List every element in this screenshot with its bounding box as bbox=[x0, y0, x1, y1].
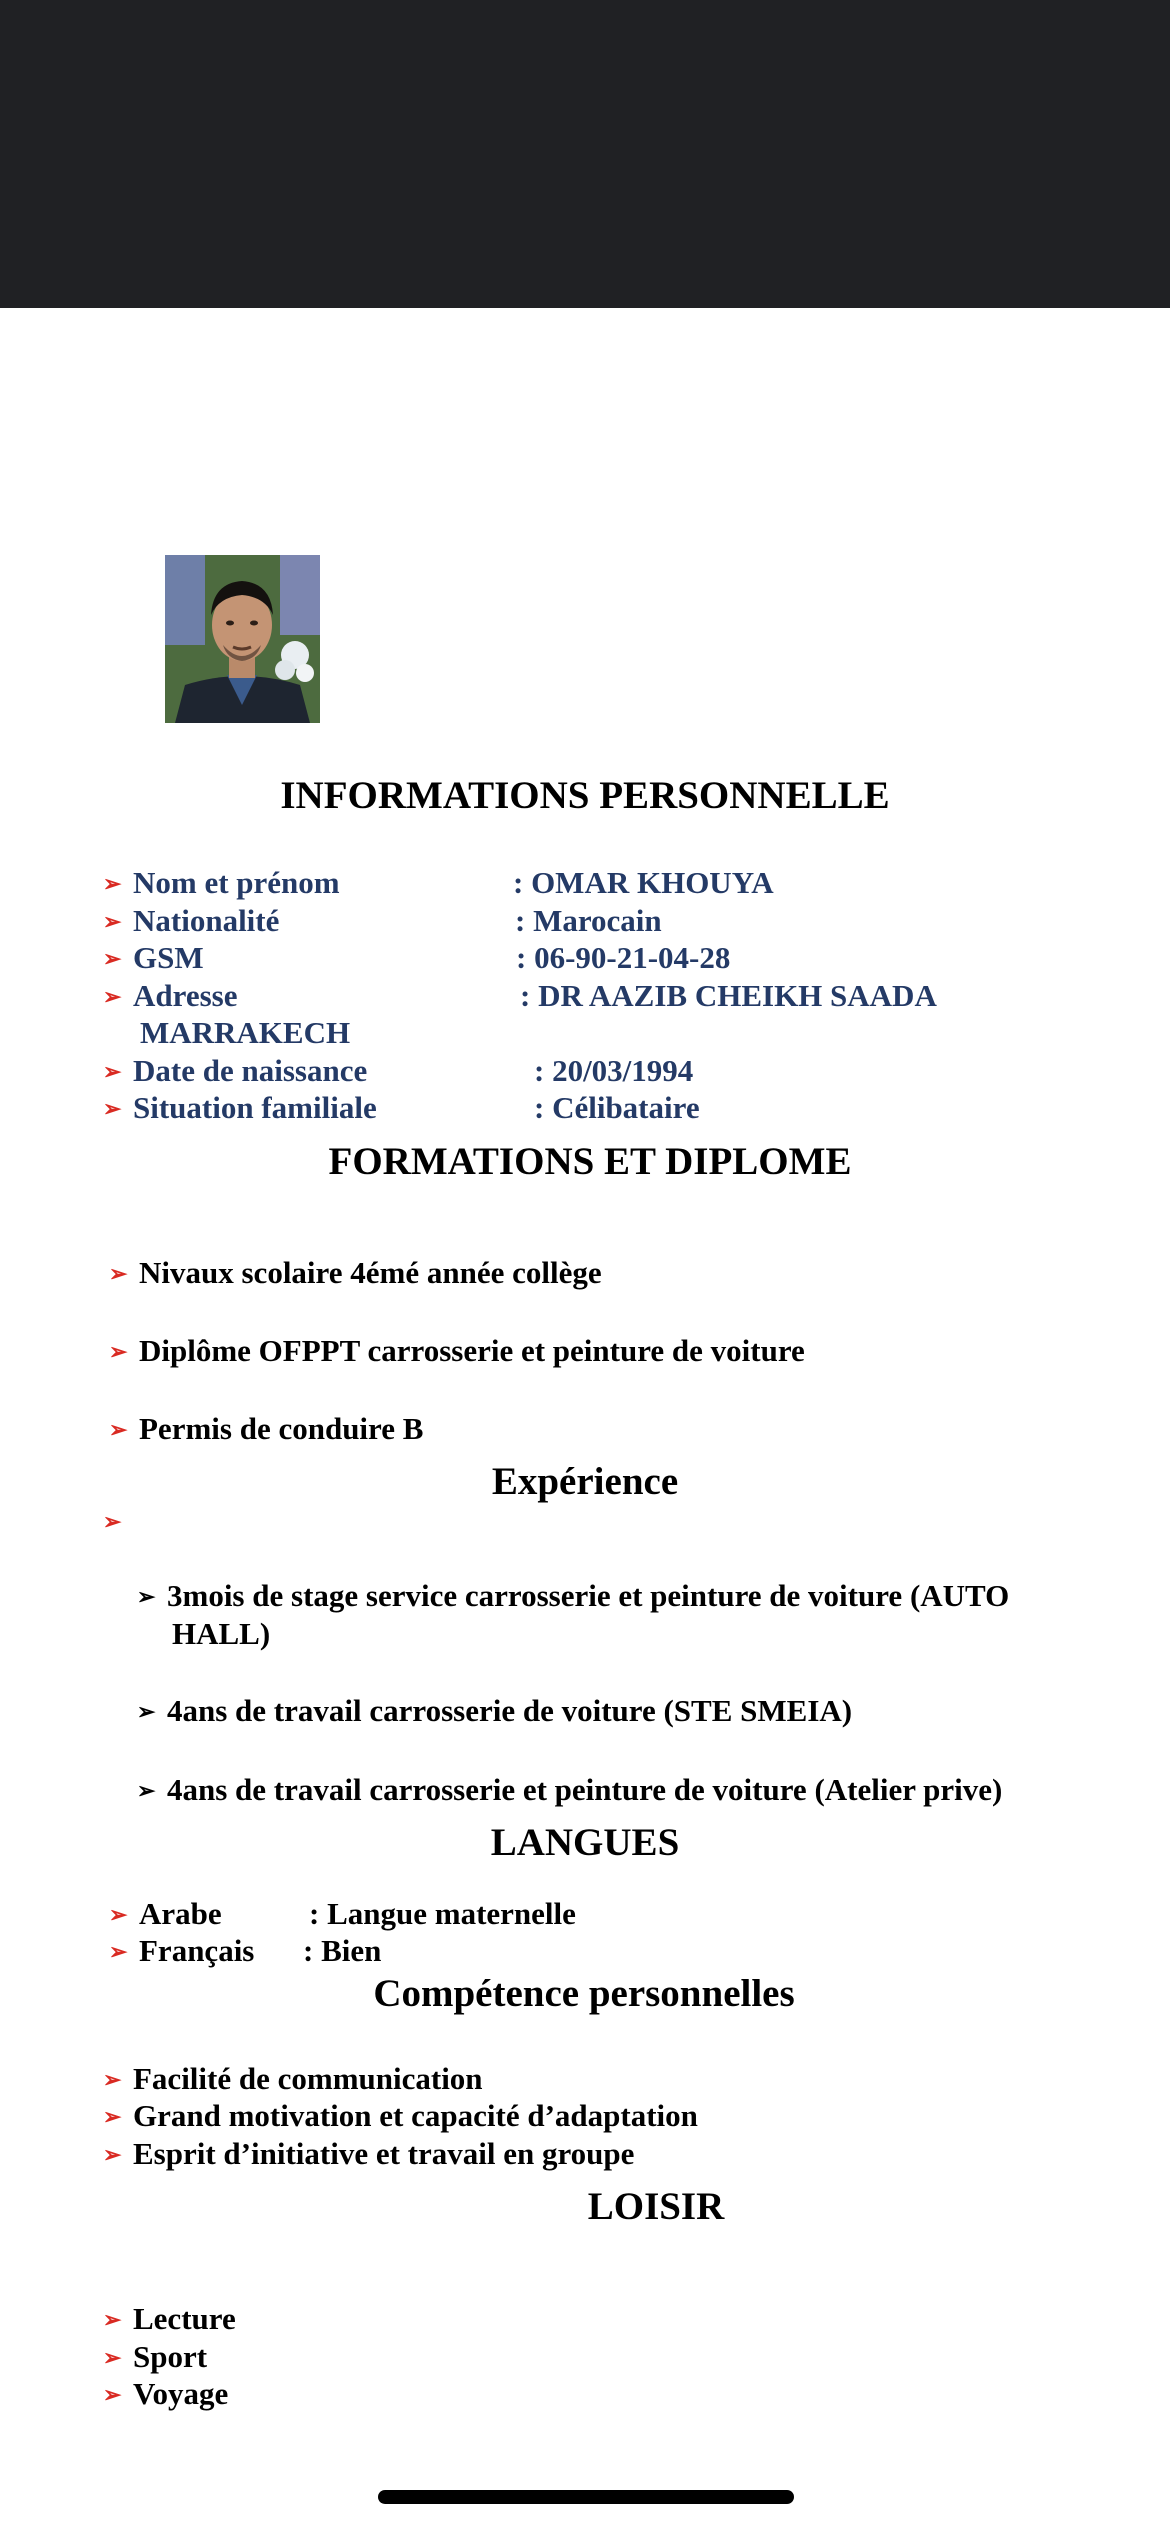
bullet-arrow-icon: ➢ bbox=[137, 1699, 156, 1724]
experience-item bbox=[137, 1577, 1009, 1616]
experience-item bbox=[137, 1771, 1002, 1810]
language-row bbox=[109, 1932, 382, 1971]
bullet-arrow-icon: ➢ bbox=[109, 1261, 128, 1286]
personal-value: : OMAR KHOUYA bbox=[513, 865, 774, 900]
bullet-arrow-icon: ➢ bbox=[103, 1096, 122, 1121]
bullet-arrow-icon: ➢ bbox=[109, 1939, 128, 1964]
bullet-arrow-icon: ➢ bbox=[103, 871, 122, 896]
personal-row-address bbox=[103, 977, 937, 1016]
section-title-formations: FORMATIONS ET DIPLOME bbox=[328, 1140, 852, 1183]
bullet-arrow-icon: ➢ bbox=[103, 2345, 122, 2370]
language-level: : Langue maternelle bbox=[309, 1896, 576, 1931]
top-bar bbox=[0, 0, 1170, 308]
experience-text: 4ans de travail carrosserie de voiture (STE SMEIA) bbox=[167, 1693, 853, 1728]
experience-text: 3mois de stage service carrosserie et peinture de voiture (AUTO bbox=[167, 1578, 1010, 1613]
bullet-arrow-icon: ➢ bbox=[103, 984, 122, 1009]
bullet-arrow-icon: ➢ bbox=[103, 2104, 122, 2129]
home-indicator[interactable] bbox=[378, 2490, 794, 2504]
language-name: Arabe bbox=[139, 1896, 222, 1931]
personal-row-family bbox=[103, 1089, 700, 1128]
personal-label: Situation familiale bbox=[133, 1090, 377, 1125]
personal-row-nationality bbox=[103, 902, 662, 941]
personal-value: : 20/03/1994 bbox=[534, 1053, 694, 1088]
personal-label: Nom et prénom bbox=[133, 865, 340, 900]
loisir-item bbox=[103, 2338, 207, 2377]
personal-row-address-cont: MARRAKECH bbox=[140, 1015, 351, 1050]
loisir-item bbox=[103, 2300, 236, 2339]
personal-value: : 06-90-21-04-28 bbox=[516, 940, 731, 975]
bullet-arrow-icon: ➢ bbox=[109, 1902, 128, 1927]
formation-item bbox=[109, 1410, 423, 1449]
personal-value: : Célibataire bbox=[534, 1090, 700, 1125]
personal-row-gsm bbox=[103, 939, 731, 978]
bullet-arrow-icon: ➢ bbox=[103, 2067, 122, 2092]
personal-label: GSM bbox=[133, 940, 204, 975]
competence-text: Esprit d’initiative et travail en groupe bbox=[133, 2136, 635, 2171]
formation-item bbox=[109, 1332, 805, 1371]
bullet-arrow-icon: ➢ bbox=[109, 1339, 128, 1364]
formation-text: Nivaux scolaire 4émé année collège bbox=[139, 1255, 602, 1290]
competence-item bbox=[103, 2135, 634, 2174]
bullet-arrow-icon: ➢ bbox=[103, 946, 122, 971]
personal-value: : DR AAZIB CHEIKH SAADA bbox=[520, 978, 937, 1013]
competence-text: Facilité de communication bbox=[133, 2061, 483, 2096]
experience-item-cont: HALL) bbox=[172, 1616, 271, 1651]
formation-text: Diplôme OFPPT carrosserie et peinture de voiture bbox=[139, 1333, 805, 1368]
language-row bbox=[109, 1895, 576, 1934]
section-title-personal: INFORMATIONS PERSONNELLE bbox=[280, 774, 890, 817]
bullet-arrow-icon: ➢ bbox=[109, 1417, 128, 1442]
formation-text: Permis de conduire B bbox=[139, 1411, 424, 1446]
bullet-arrow-icon: ➢ bbox=[103, 2382, 122, 2407]
section-title-langues: LANGUES bbox=[490, 1821, 680, 1864]
section-title-loisir: LOISIR bbox=[587, 2185, 725, 2228]
language-level: : Bien bbox=[303, 1933, 382, 1968]
section-title-competences: Compétence personnelles bbox=[373, 1972, 795, 2015]
loisir-text: Lecture bbox=[133, 2301, 236, 2336]
experience-item bbox=[137, 1692, 852, 1731]
competence-item bbox=[103, 2097, 698, 2136]
formation-item bbox=[109, 1254, 602, 1293]
loisir-text: Sport bbox=[133, 2339, 208, 2374]
bullet-arrow-icon: ➢ bbox=[103, 1059, 122, 1084]
competence-text: Grand motivation et capacité d’adaptation bbox=[133, 2098, 698, 2133]
personal-label: Adresse bbox=[133, 978, 238, 1013]
personal-row-name bbox=[103, 864, 774, 903]
bullet-arrow-icon: ➢ bbox=[137, 1584, 156, 1609]
personal-label: Date de naissance bbox=[133, 1053, 368, 1088]
bullet-arrow-icon: ➢ bbox=[137, 1778, 156, 1803]
loisir-item bbox=[103, 2375, 228, 2414]
bullet-arrow-icon: ➢ bbox=[103, 1509, 122, 1534]
loisir-text: Voyage bbox=[133, 2376, 229, 2411]
language-name: Français bbox=[139, 1933, 255, 1968]
experience-empty-bullet bbox=[103, 1502, 133, 1541]
bullet-arrow-icon: ➢ bbox=[103, 2307, 122, 2332]
experience-text: 4ans de travail carrosserie et peinture de voiture (Atelier prive) bbox=[167, 1772, 1003, 1807]
personal-value: : Marocain bbox=[515, 903, 662, 938]
personal-row-birthdate bbox=[103, 1052, 694, 1091]
profile-photo bbox=[165, 555, 320, 723]
section-title-experience: Expérience bbox=[491, 1460, 679, 1503]
personal-label: Nationalité bbox=[133, 903, 280, 938]
bullet-arrow-icon: ➢ bbox=[103, 909, 122, 934]
competence-item bbox=[103, 2060, 483, 2099]
bullet-arrow-icon: ➢ bbox=[103, 2142, 122, 2167]
